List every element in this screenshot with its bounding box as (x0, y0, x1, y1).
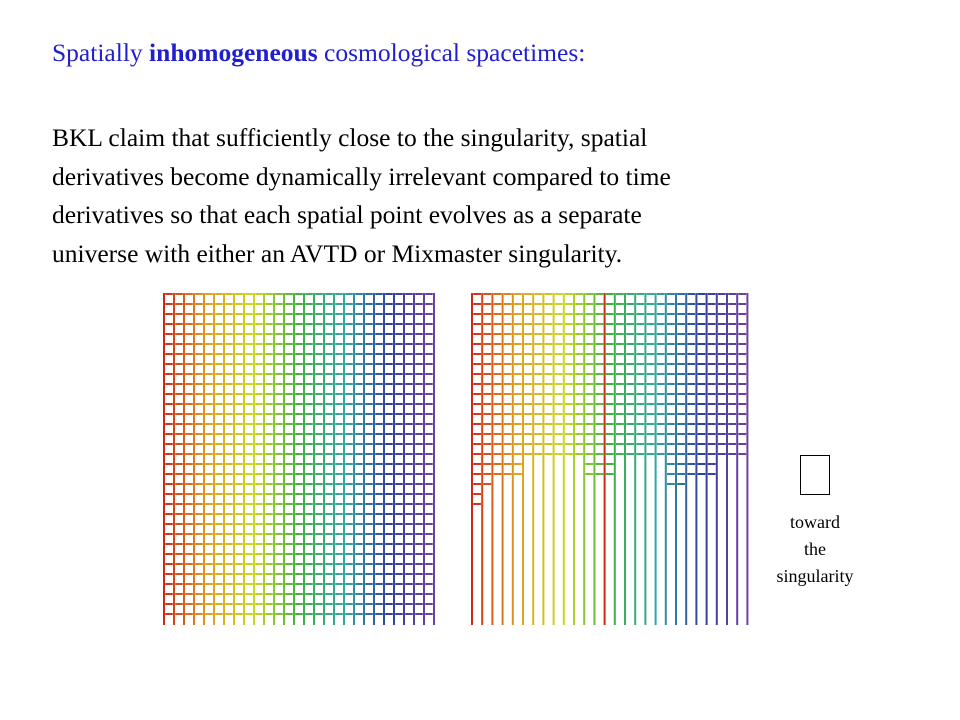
body-line-4: universe with either an AVTD or Mixmaster singularity. (52, 238, 623, 268)
caption-line-3: singularity (776, 566, 854, 586)
decoupling-lattice-figure (471, 293, 749, 625)
body-line-2: derivatives become dynamically irrelevant compared to time (52, 161, 671, 191)
title-emphasis: inhomogeneous (149, 38, 318, 67)
slide-title (52, 38, 585, 68)
caption-line-1: toward (790, 512, 840, 532)
title-suffix: cosmological spacetimes: (317, 38, 586, 67)
missing-glyph-box-icon (800, 455, 830, 495)
title-prefix: Spatially (52, 38, 150, 67)
homogeneous-lattice-figure (163, 293, 435, 625)
singularity-caption (750, 509, 880, 590)
caption-line-2: the (804, 539, 826, 559)
body-paragraph (52, 119, 882, 273)
body-line-3: derivatives so that each spatial point evolves as a separate (52, 200, 642, 229)
body-line-1: BKL claim that sufficiently close to the singularity, spatial (52, 123, 648, 152)
